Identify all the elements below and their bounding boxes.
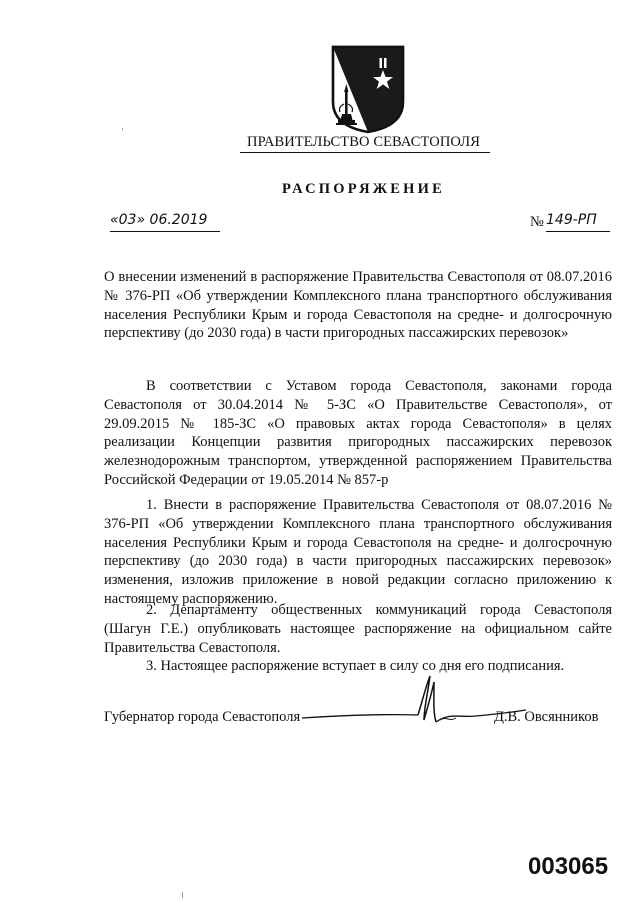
registration-number: 003065: [528, 853, 609, 880]
order-item-3: 3. Настоящее распоряжение вступает в силу со дня его подписания.: [146, 658, 565, 674]
organization-title: ПРАВИТЕЛЬСТВО СЕВАСТОПОЛЯ: [247, 134, 480, 150]
order-item-1: 1. Внести в распоряжение Правительства Севастополя от 08.07.2016 № 376-РП «Об утверждении Комплексного плана транспортного обслуживания населения Республики Крым и города Севастополя на средне- и долгосрочную перспективу (до 2030 года) в части пригородных пассажирских перевозок» изменения, изложив приложение в новой редакции согласно приложению к настоящему распоряжению.: [104, 497, 612, 607]
document-date: «03» 06.2019: [110, 212, 208, 228]
order-item-2: 2. Департаменту общественных коммуникаций города Севастополя (Шагун Г.Е.) опубликовать настоящее распоряжение на официальном сайте Правительства Севастополя.: [104, 602, 612, 656]
handwritten-signature: [300, 672, 530, 742]
signatory-name: Д.В. Овсянников: [494, 709, 599, 725]
number-underline: [546, 231, 610, 232]
signatory-title: Губернатор города Севастополя: [104, 709, 301, 725]
document-number: 149-РП: [546, 212, 597, 228]
date-underline: [110, 231, 220, 232]
document-type-heading: РАСПОРЯЖЕНИЕ: [281, 181, 446, 197]
document-number-prefix: №: [530, 214, 544, 230]
document-preamble: В соответствии с Уставом города Севастополя, законами города Севастополя от 30.04.2014 № 5-ЗС «О Правительстве Севастополя», от 29.09.2015 № 185-ЗС «О правовых актах города Севастополя» в целях реализации Концепции развития пригородных пассажирских перевозок железнодорожным транспортом, утвержденной распоряжением Правительства Российской Федерации от 19.05.2014 № 857-р: [104, 378, 612, 488]
scan-speck: [122, 128, 123, 130]
title-underline: [240, 152, 490, 153]
document-subject: О внесении изменений в распоряжение Правительства Севастополя от 08.07.2016 № 376-РП «Об утверждении Комплексного плана транспортного обслуживания населения Республики Крым и города Севастополя на средне- и долгосрочную перспективу (до 2030 года) в части пригородных пассажирских перевозок»: [104, 269, 612, 342]
scan-speck: [182, 892, 183, 898]
sevastopol-coat-of-arms-icon: [330, 44, 406, 134]
